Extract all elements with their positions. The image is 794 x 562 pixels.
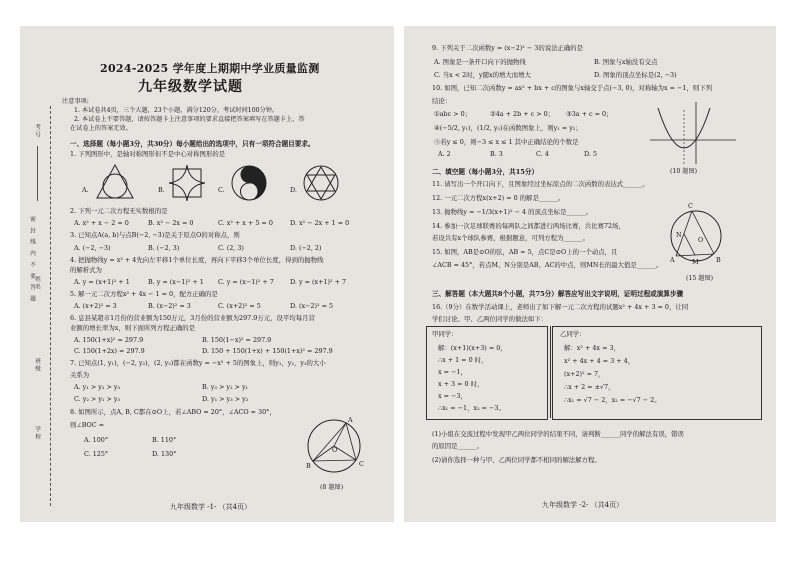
notes-line-3: 在试卷上的答案无效。 <box>70 125 132 132</box>
q15-line-1: 15. 如图，AB是⊙O的弦，AB = 5，点C是⊙O上的一个动点，且 <box>432 248 618 256</box>
q9-option-a: A. 图象是一条开口向下的抛物线 <box>434 58 526 66</box>
exam-page-1 <box>20 26 394 522</box>
q15-label-m: M <box>692 258 699 266</box>
q16-part-1-line-1: (1)小组在交流过程中发现甲乙两位同学的结果不同，请判断______同学的解法有误，错误 <box>432 430 684 438</box>
q6-stem-line-2: 业额的增长率为x，则下面所列方程正确的是 <box>70 324 196 332</box>
q8-figure-caption: (8 题图) <box>320 484 344 491</box>
q10-option-d: D. 5 <box>584 150 598 158</box>
q10-figure-caption: (10 题图) <box>670 168 698 175</box>
q2-stem: 2. 下列一元二次方程无实数根的是 <box>70 207 168 215</box>
q8-option-b: B. 110° <box>152 436 177 444</box>
sidebar-class-label: 班级 <box>34 358 40 374</box>
q10-statement-3: ③3a + c = 0； <box>566 110 613 118</box>
section-1-heading: 一、选择题（每小题3分，共30分）每小题给出的选项中，只有一项符合题目要求。 <box>70 140 315 148</box>
exam-page-2 <box>404 26 776 522</box>
q16-part-1-line-2: 的原因是______。 <box>432 442 484 450</box>
q15-label-c: C <box>688 202 693 210</box>
q4-option-b: B. y = (x−1)² + 1 <box>148 278 204 286</box>
q7-stem-line-1: 7. 已知点(1, y₁)，(−2, y₂)，(2, y₃)都在函数y = −x² + 5的图象上，则y₁，y₂，y₃的大小 <box>70 359 326 367</box>
jia-line-5: x = −3， <box>438 392 467 400</box>
q9-option-d: D. 图象的顶点坐标是(2, −3) <box>594 71 677 79</box>
q13-text: 13. 抛物线y = −1/3(x+1)² − 4 的顶点坐标是______。 <box>432 208 593 216</box>
q10-stem-line-2: 结论： <box>432 97 452 105</box>
kaohao-line <box>37 146 38 201</box>
q3-option-c: C. (2, 3) <box>218 244 244 252</box>
q10-statement-1: ①abc > 0； <box>434 110 472 118</box>
q16-part-2: (2)请你选择一种与甲、乙两位同学都不相同的解法解方程。 <box>432 456 601 464</box>
q8-option-d: D. 130° <box>152 450 177 458</box>
q4-option-d: D. y = (x+1)² + 7 <box>290 278 347 286</box>
q7-stem-line-2: 关系为 <box>70 371 90 379</box>
sidebar-kaohao-label: 考号 <box>34 124 40 140</box>
q3-stem: 3. 已知点A(a, b)与点B(−2, −3)是关于原点O的对称点，则 <box>70 231 240 239</box>
q3-option-d: D. (−2, 2) <box>290 244 322 252</box>
q9-stem: 9. 下列关于二次函数y = (x−2)² − 3的说法正确的是 <box>432 44 584 52</box>
q4-stem-line-1: 4. 把抛物线y = x² + 4先向左平移1个单位长度，再向下平移3个单位长度，得到的抛物线 <box>70 256 324 264</box>
q3-option-b: B. (−2, 3) <box>148 244 180 252</box>
q1-option-c: C. <box>218 186 225 194</box>
q14-line-2: 若设共有x个球队参赛，根据题意，可列方程为______。 <box>432 234 589 242</box>
q15-figure-caption: (15 题图) <box>686 275 714 282</box>
q8-label-b: B <box>306 462 311 470</box>
q4-stem-line-2: 的解析式为 <box>70 266 102 274</box>
notes-line-1: 1. 本试卷共4页，三个大题，23个小题，满分120分，考试时间100分钟。 <box>74 107 279 114</box>
yi-line-2: x² + 4x + 4 = 3 + 4， <box>564 357 635 365</box>
q15-line-2: ∠ACB = 45°，若点M、N分别是AB、AC的中点，则MN长的最大值是______。 <box>432 261 663 269</box>
q15-label-a: A <box>670 256 675 264</box>
yi-title: 乙同学： <box>560 330 586 338</box>
q8-option-c: C. 125° <box>84 450 109 458</box>
q8-label-c: C <box>359 460 364 468</box>
q5-option-d: D. (x−2)² = 5 <box>290 302 334 310</box>
q15-label-b: B <box>716 256 721 264</box>
sidebar-name-label: 姓名 <box>34 276 40 292</box>
q1-figure-b <box>166 162 208 204</box>
q2-option-a: A. x² + x − 2 = 0 <box>74 219 129 227</box>
q12-text: 12. 一元二次方程x(x+2) = 0 的解是______。 <box>432 194 565 202</box>
jia-line-2: ∴x + 1 = 0 时， <box>438 356 488 364</box>
q16-stem-line-2: 学们讨论。甲、乙两位同学的做法如下： <box>432 315 548 323</box>
q10-parabola-figure <box>648 100 738 166</box>
q5-stem: 5. 解一元二次方程x² + 4x − 1 = 0，配方正确的是 <box>70 290 218 298</box>
q2-option-b: B. x² − 2x = 0 <box>148 219 194 227</box>
q9-option-b: B. 图象与x轴没有交点 <box>594 58 658 66</box>
sidebar-school-label: 学校 <box>34 426 40 442</box>
q8-stem-line-2: 则∠BOC = <box>70 421 105 429</box>
yi-line-3: (x+2)² = 7， <box>564 370 605 378</box>
q3-option-a: A. (−2, −3) <box>74 244 111 252</box>
q4-option-a: A. y = (x+1)² + 1 <box>74 278 130 286</box>
q11-text: 11. 请写出一个开口向下，且图象经过坐标原点的二次函数的表达式______。 <box>432 180 649 188</box>
q10-statement-4: ④(−5/2, y₁)，(1/2, y₂)在函数图象上，则y₁ = y₂； <box>434 124 582 132</box>
q15-label-o: O <box>698 236 704 244</box>
q5-option-c: C. (x+2)² = 5 <box>218 302 261 310</box>
q4-option-c: C. y = (x−1)² + 7 <box>218 278 274 286</box>
q6-option-d: D. 150 + 150(1+x) + 150(1+x)² = 297.9 <box>202 347 333 355</box>
q7-option-a: A. y₁ > y₂ > y₃ <box>74 383 121 391</box>
q2-option-d: D. x² − 2x + 1 = 0 <box>290 219 350 227</box>
page-1-footer: 九年级数学 -1- （共4页） <box>170 503 252 511</box>
q7-option-c: C. y₂ > y₁ > y₃ <box>74 395 121 403</box>
q10-option-b: B. 3 <box>490 150 503 158</box>
q8-label-o: O <box>332 446 338 454</box>
q6-option-a: A. 150(1+x)² = 297.9 <box>74 336 144 344</box>
sidebar-seal-text: 密 封 线 内 不 要 答 题 <box>29 216 35 304</box>
page-2-footer: 九年级数学 -2- （共4页） <box>542 501 624 509</box>
q1-stem: 1. 下列图形中，是轴对称图形但不是中心对称图形的是 <box>70 150 226 158</box>
q5-option-b: B. (x−2)² = 3 <box>148 302 191 310</box>
solution-divider <box>550 326 551 418</box>
q6-option-b: B. 150(1−x)² = 297.9 <box>202 336 272 344</box>
yi-line-4: ∴x + 2 = ±√7， <box>564 383 615 391</box>
q7-option-b: B. y₃ > y₂ > y₁ <box>202 383 249 391</box>
jia-line-6: ∴x₁ = −1，x₂ = −3。 <box>438 404 505 412</box>
q1-figure-c <box>228 162 270 204</box>
q8-option-a: A. 100° <box>84 436 109 444</box>
q6-stem-line-1: 6. 息县某超市1月份的营业额为150万元，3月份的营业额为297.9万元，设平均每月营 <box>70 314 315 322</box>
q15-label-n: N <box>676 231 682 239</box>
q8-stem-line-1: 8. 如图所示，点A, B, C都在⊙O上，若∠ABO = 20°，∠ACO = 30°， <box>70 408 276 416</box>
q1-option-b: B. <box>158 186 165 194</box>
q14-line-1: 14. 参加一次足球联赛的每两队之间都进行两场比赛，共比赛72场， <box>432 222 625 230</box>
jia-line-1: 解：(x+1)(x+3) = 0， <box>438 344 507 352</box>
q10-statement-2: ②4a + 2b + c > 0； <box>490 110 555 118</box>
exam-subtitle: 九年级数学试题 <box>138 79 243 95</box>
section-2-heading: 二、填空题（每小题3分，共15分） <box>432 168 539 176</box>
notes-line-2: 2. 本试卷上不要答题，请按答题卡上注意事项的要求直接把答案填写在答题卡上，答 <box>74 116 305 123</box>
q1-option-a: A. <box>82 186 89 194</box>
q8-label-a: A <box>348 416 353 424</box>
jia-line-4: x + 3 = 0 时， <box>438 380 484 388</box>
jia-title: 甲同学： <box>432 330 458 338</box>
q1-option-d: D. <box>290 186 297 194</box>
q16-stem-line-1: 16.（9分）在数学活动课上，老师出了如下解一元二次方程的试题x² + 4x + 3 = 0，让同 <box>432 303 689 311</box>
q2-option-c: C. x² + x + 5 = 0 <box>218 219 273 227</box>
seal-line <box>50 106 51 506</box>
q5-option-a: A. (x+2)² = 3 <box>74 302 117 310</box>
jia-line-3: x = −1， <box>438 368 467 376</box>
yi-line-1: 解：x² + 4x = 3， <box>564 344 620 352</box>
q1-figure-a <box>94 162 136 204</box>
q10-statement-5: ⑤若y ≤ 0，则−3 ≤ x ≤ 1 其中正确结论的个数是 <box>434 138 579 146</box>
q9-option-c: C. 当x < 2时，y随x的增大而增大 <box>434 71 531 79</box>
q6-option-c: C. 150(1+2x) = 297.9 <box>74 347 145 355</box>
q10-stem-line-1: 10. 如图，已知二次函数y = ax² + bx + c的图象与x轴交于点(−3, 0)，对称轴为x = −1，则下列 <box>432 84 713 92</box>
section-3-heading: 三、解答题（本大题共8个小题，共75分）解答应写出文字说明，证明过程或演算步骤 <box>432 290 684 298</box>
q1-figure-d <box>300 162 342 204</box>
q10-option-c: C. 4 <box>536 150 549 158</box>
notes-heading: 注意事项: <box>62 98 89 105</box>
yi-line-5: ∴x₁ = √7 − 2，x₂ = −√7 − 2。 <box>564 396 661 404</box>
q10-option-a: A. 2 <box>438 150 451 158</box>
q7-option-d: D. y₁ > y₃ > y₂ <box>202 395 249 403</box>
exam-title: 2024-2025 学年度上期期中学业质量监测 <box>100 62 320 75</box>
